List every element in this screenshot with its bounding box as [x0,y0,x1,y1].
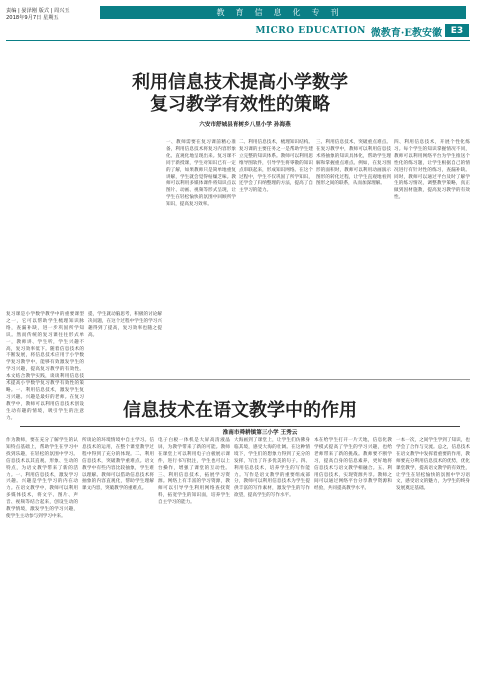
article1-column-2: 提，学生就动脑思考，积极的讨论解决问题，在这个过程中学生的学习兴趣得到了提高，复习效率也随之提高。 [88,312,162,338]
article2-column-3: 电子白板一体机是大屏高清液晶屏，为教学带来了新的可能。教师在课堂上可以利用电子白板展示课件，进行书写批注，学生也可以上台操作，增强了课堂的互动性。三、利用信息技术，拓展学习资源。网络上有丰富的学习资源，教师可以引导学生利用网络查找资料，拓宽学生的知识面，培养学生自主学习的能力。 [158,438,230,506]
article1-byline: 六安市舒城县育树乡八里小学 孙海燕 [199,122,291,128]
article1-title [60,72,420,116]
subtitle-cn: 微教育·E教安徽 [370,27,442,39]
article2-column-6: 一本一次，之间学生学到了知识，也学会了合作与交流。总之，信息技术在语文教学中发挥着重要的作用，教师要充分利用信息技术的优势，优化课堂教学，提高语文教学的有效性，让学生在轻松愉快的氛围中学习语文，感受语文的魅力，为学生的终身发展奠定基础。 [396,438,470,492]
article2-title-rule [20,426,460,427]
editor-line: 责编 | 晏泽刚 版式 | 周兴玉 [6,8,70,14]
article2-byline: 淮南市舜耕镇第三小学 王秀云 [222,430,298,436]
article1-column-3: 一、教师需要在复习课前精心准备，利用信息技术将复习内容形象化、直观化地呈现出来。复习课不同于新授课，学生对知识已有一定的了解，如果教师只是简单地重复讲解，学生就会觉得枯燥乏味。教师可以利用多媒体课件将知识点以图片、动画、视频等形式呈现，让学生在轻松愉快的氛围中回顾所学知识，提高复习效率。 [166,140,236,208]
article1-column-4: 二、利用信息技术，梳理知识结构。复习课的主要任务之一是帮助学生建立完整的知识体系。教师可以利用思维导图软件，引导学生将零散的知识点串联起来，形成知识网络。在这个过程中，学生不仅巩固了所学知识，还学会了归纳整理的方法，提高了自主学习的能力。 [239,140,313,194]
article1-column-1: 复习课是小学数学教学中的重要课型之一，它可以帮助学生梳理知识脉络，查漏补缺，进一步巩固所学知识。然而传统的复习课往往形式单一，教师讲、学生听，学生兴趣不高，复习效率低下。随着信息技术的不断发展，将信息技术应用于小学数学复习教学中，能够有效激发学生的学习兴趣，提高复习教学的有效性。本文结合教学实践，谈谈利用信息技术提高小学数学复习教学有效性的策略。一、利用信息技术，激发学生复习兴趣。兴趣是最好的老师。在复习教学中，教师可以利用信息技术创设生动有趣的情境，吸引学生的注意力。 [6,312,84,421]
header-divider [6,40,470,41]
header-meta [6,8,101,34]
section-subtitle [190,24,442,38]
article2-column-2: 所谈论的环境情境中自主学习。信息技术的运用，在整个课堂教学过程中得到了充分的体现。二、利用信息技术，突破教学重难点。语文教学中有些内容比较抽象，学生难以理解。教师可以借助信息技术将抽象的内容直观化，帮助学生理解课文内容，突破教学的重难点。 [82,438,154,492]
article1-title-line1: 利用信息技术提高小学数学 [132,72,348,93]
article1-column-6: 四、利用信息技术，开展个性化练习。每个学生的知识掌握情况不同，教师可以利用网络平台为学生推送个性化的练习题，让学生根据自己的情况进行有针对性的练习，查漏补缺。同时，教师可以通过平台及时了解学生的练习情况，调整教学策略，真正做到因材施教，提高复习教学的有效性。 [394,140,470,201]
section-band [100,6,466,19]
article-divider [6,379,470,380]
article1-column-5: 三、利用信息技术，突破重点难点。在复习教学中，教师可以利用信息技术将抽象的知识具体化，帮助学生理解和掌握重点难点。例如，在复习图形的面积时，教师可以利用动画演示图形的转化过程，让学生直观地看到图形之间的联系，从而加深理解。 [316,140,391,187]
article2-column-1: 作为教师，要在充分了解学生的认知特点基础上，帮助学生在学习中找到乐趣，在轻松的氛围中学习。信息技术以其直观、形象、生动的特点，为语文教学带来了新的活力。一、利用信息技术，激发学习兴趣。兴趣是学生学习的内在动力。在语文教学中，教师可以利用多媒体技术，将文字、图片、声音、视频等结合起来，创设生动的教学情境，激发学生的学习兴趣，使学生主动参与到学习中来。 [6,438,78,519]
subtitle-en: MICRO EDUCATION [255,26,366,36]
article2-column-5: 本在给学生打开一片天地，信息化教学模式提高了学生的学习兴趣，也给老师带来了新的挑战。教师要不断学习，提高自身的信息素养，更好地将信息技术与语文教学相融合。五、利用信息技术，实现资源共享。教师之间可以通过网络平台分享教学资源和经验，共同提高教学水平。 [314,438,392,492]
article1-image-area [6,48,84,308]
band-text: 教育信息化专刊 [216,8,350,17]
article2-title: 信息技术在语文教学中的作用 [123,400,357,421]
page-badge: E3 [445,24,469,37]
date-line: 2018年9月7日 星期五 [6,15,59,21]
article1-title-line2: 复习教学有效性的策略 [150,94,330,115]
article2-column-4: 大海画到了课堂上，让学生们仿佛身临其境，感受大海的壮阔。在这种情境下，学生们的想象力得到了充分的发挥，写出了许多优美的句子。四、利用信息技术，培养学生的写作能力。写作是语文教学的重要组成部分，教师可以利用信息技术为学生提供丰富的写作素材，激发学生的写作欲望，提高学生的写作水平。 [234,438,310,499]
